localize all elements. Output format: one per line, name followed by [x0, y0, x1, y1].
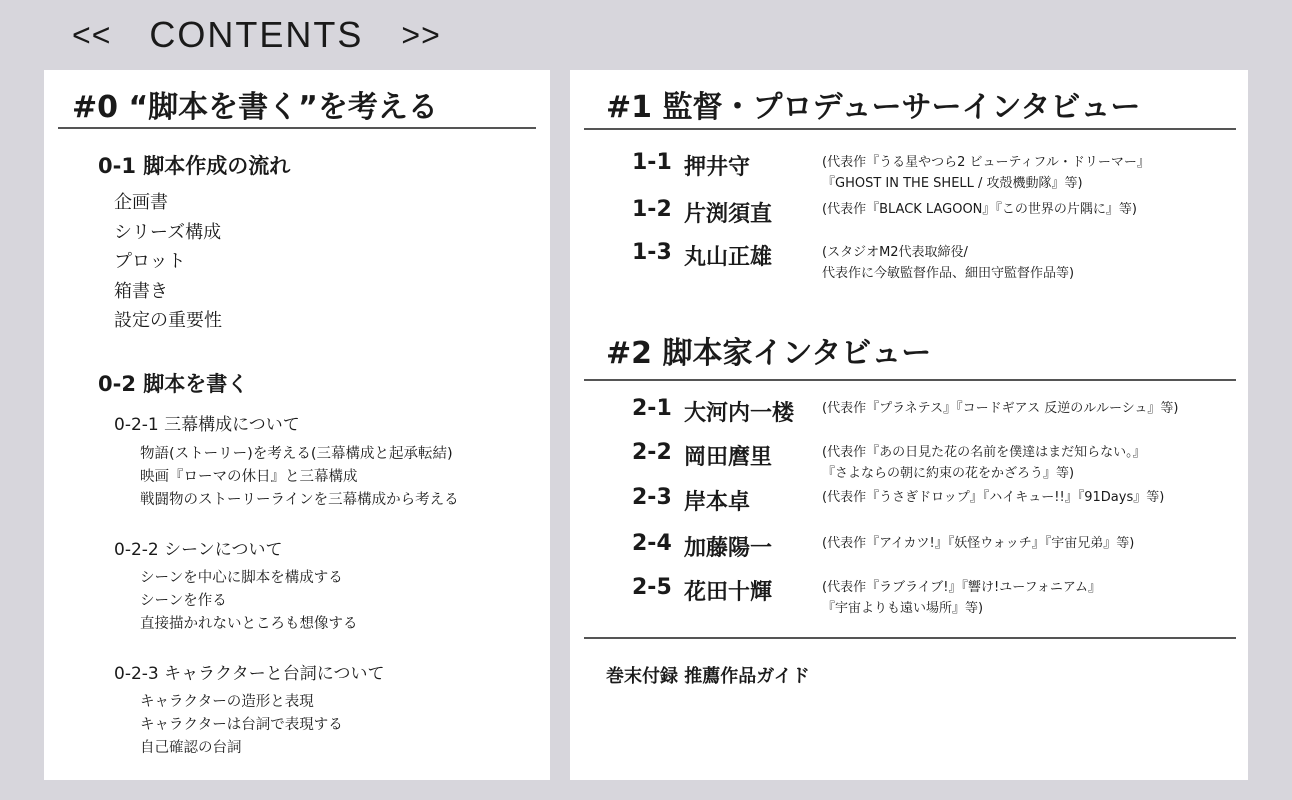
interview-entry	[632, 197, 1137, 228]
subchapter-0-2-2-title: 0-2-2 シーンについて	[114, 540, 283, 560]
interview-works	[822, 485, 1164, 508]
interview-works	[822, 531, 1134, 554]
list-item: 企画書	[114, 192, 168, 213]
subchapter-0-2-1-list	[140, 443, 459, 511]
subchapter-0-2-2-list	[140, 567, 358, 635]
list-item: 設定の重要性	[114, 310, 222, 331]
list-item: 映画『ローマの休日』と三幕構成	[140, 468, 358, 485]
interview-number: 1-1	[632, 150, 672, 175]
works-line: (代表作『アイカツ!』『妖怪ウォッチ』『宇宙兄弟』等)	[822, 536, 1135, 551]
interview-works	[822, 575, 1101, 619]
subchapter-0-2-3-list	[140, 691, 343, 759]
interviewee-name: 丸山正雄	[684, 245, 773, 270]
list-item: シリーズ構成	[114, 221, 222, 243]
prev-page-button[interactable]: <<	[72, 16, 112, 53]
works-line: 『宇宙よりも遠い場所』等)	[822, 601, 984, 616]
interviewee-name: 加藤陽一	[684, 536, 773, 561]
interviewee-name: 花田十輝	[684, 580, 773, 605]
interview-works	[822, 396, 1179, 419]
chapter-0-2-title: 0-2 脚本を書く	[98, 372, 249, 396]
list-item: 直接描かれないところも想像する	[140, 615, 358, 632]
left-contents-panel	[44, 70, 550, 780]
interviewee-name: 大河内一楼	[684, 401, 795, 426]
interview-entry	[632, 531, 1134, 562]
interview-works	[822, 150, 1150, 194]
interview-entry	[632, 150, 1150, 194]
works-line: 『GHOST IN THE SHELL / 攻殻機動隊』等)	[822, 176, 1083, 191]
list-item: 物語(ストーリー)を考える(三幕構成と起承転結)	[140, 446, 453, 462]
right-contents-panel	[570, 70, 1248, 780]
list-item: キャラクターの造形と表現	[140, 694, 314, 710]
interview-entry	[632, 575, 1101, 619]
interview-number: 2-1	[632, 396, 672, 421]
works-line: (スタジオM2代表取締役/	[822, 245, 968, 260]
section-2-divider	[584, 379, 1236, 381]
list-item: 自己確認の台詞	[140, 739, 242, 756]
interview-works	[822, 197, 1137, 220]
subchapter-0-2-1-title: 0-2-1 三幕構成について	[114, 415, 300, 435]
interview-works	[822, 240, 1074, 284]
list-item: キャラクターは台詞で表現する	[140, 716, 343, 733]
list-item: プロット	[114, 251, 186, 272]
section-1-divider	[584, 128, 1236, 130]
works-line: (代表作『BLACK LAGOON』『この世界の片隅に』等)	[822, 202, 1137, 217]
works-line: (代表作『あの日見た花の名前を僕達はまだ知らない。』	[822, 445, 1146, 460]
subchapter-0-2-3-title: 0-2-3 キャラクターと台詞について	[114, 664, 385, 684]
list-item: シーンを中心に脚本を構成する	[140, 570, 343, 586]
interviewee-name: 押井守	[684, 155, 751, 180]
section-0-heading: #0 “脚本を書く”を考える	[72, 90, 438, 125]
interviewee-name: 岸本卓	[684, 490, 751, 515]
chapter-0-1-list	[114, 188, 222, 336]
section-0-divider	[58, 127, 536, 129]
interview-entry	[632, 485, 1164, 516]
list-item: 箱書き	[114, 280, 168, 302]
next-page-button[interactable]: >>	[401, 16, 441, 53]
interview-number: 1-3	[632, 240, 672, 265]
appendix-title: 巻末付録 推薦作品ガイド	[606, 666, 810, 687]
list-item: シーンを作る	[140, 592, 227, 609]
list-item: 戦闘物のストーリーラインを三幕構成から考える	[140, 491, 459, 508]
interviewee-name: 岡田麿里	[684, 445, 773, 470]
section-2-heading: #2 脚本家インタビュー	[606, 336, 932, 371]
interview-number: 2-3	[632, 485, 672, 510]
chapter-0-1-title: 0-1 脚本作成の流れ	[98, 154, 291, 178]
interviewee-name: 片渕須直	[684, 202, 773, 227]
interview-entry	[632, 240, 1074, 284]
interview-number: 2-4	[632, 531, 672, 556]
contents-header	[72, 14, 441, 56]
interview-number: 1-2	[632, 197, 672, 222]
section-1-heading: #1 監督・プロデューサーインタビュー	[606, 90, 1141, 125]
works-line: (代表作『うさぎドロップ』『ハイキュー!!』『91Days』等)	[822, 490, 1165, 505]
interview-entry	[632, 440, 1146, 484]
works-line: (代表作『うる星やつら2 ビューティフル・ドリーマー』	[822, 155, 1150, 170]
works-line: (代表作『プラネテス』『コードギアス 反逆のルルーシュ』等)	[822, 401, 1179, 416]
interview-works	[822, 440, 1146, 484]
works-line: 『さよならの朝に約束の花をかざろう』等)	[822, 466, 1075, 481]
page-title: CONTENTS	[149, 14, 364, 55]
appendix-divider	[584, 637, 1236, 639]
interview-number: 2-5	[632, 575, 672, 600]
works-line: (代表作『ラブライブ!』『響け!ユーフォニアム』	[822, 580, 1102, 595]
works-line: 代表作に今敏監督作品、細田守監督作品等)	[822, 266, 1075, 281]
interview-entry	[632, 396, 1179, 427]
interview-number: 2-2	[632, 440, 672, 465]
